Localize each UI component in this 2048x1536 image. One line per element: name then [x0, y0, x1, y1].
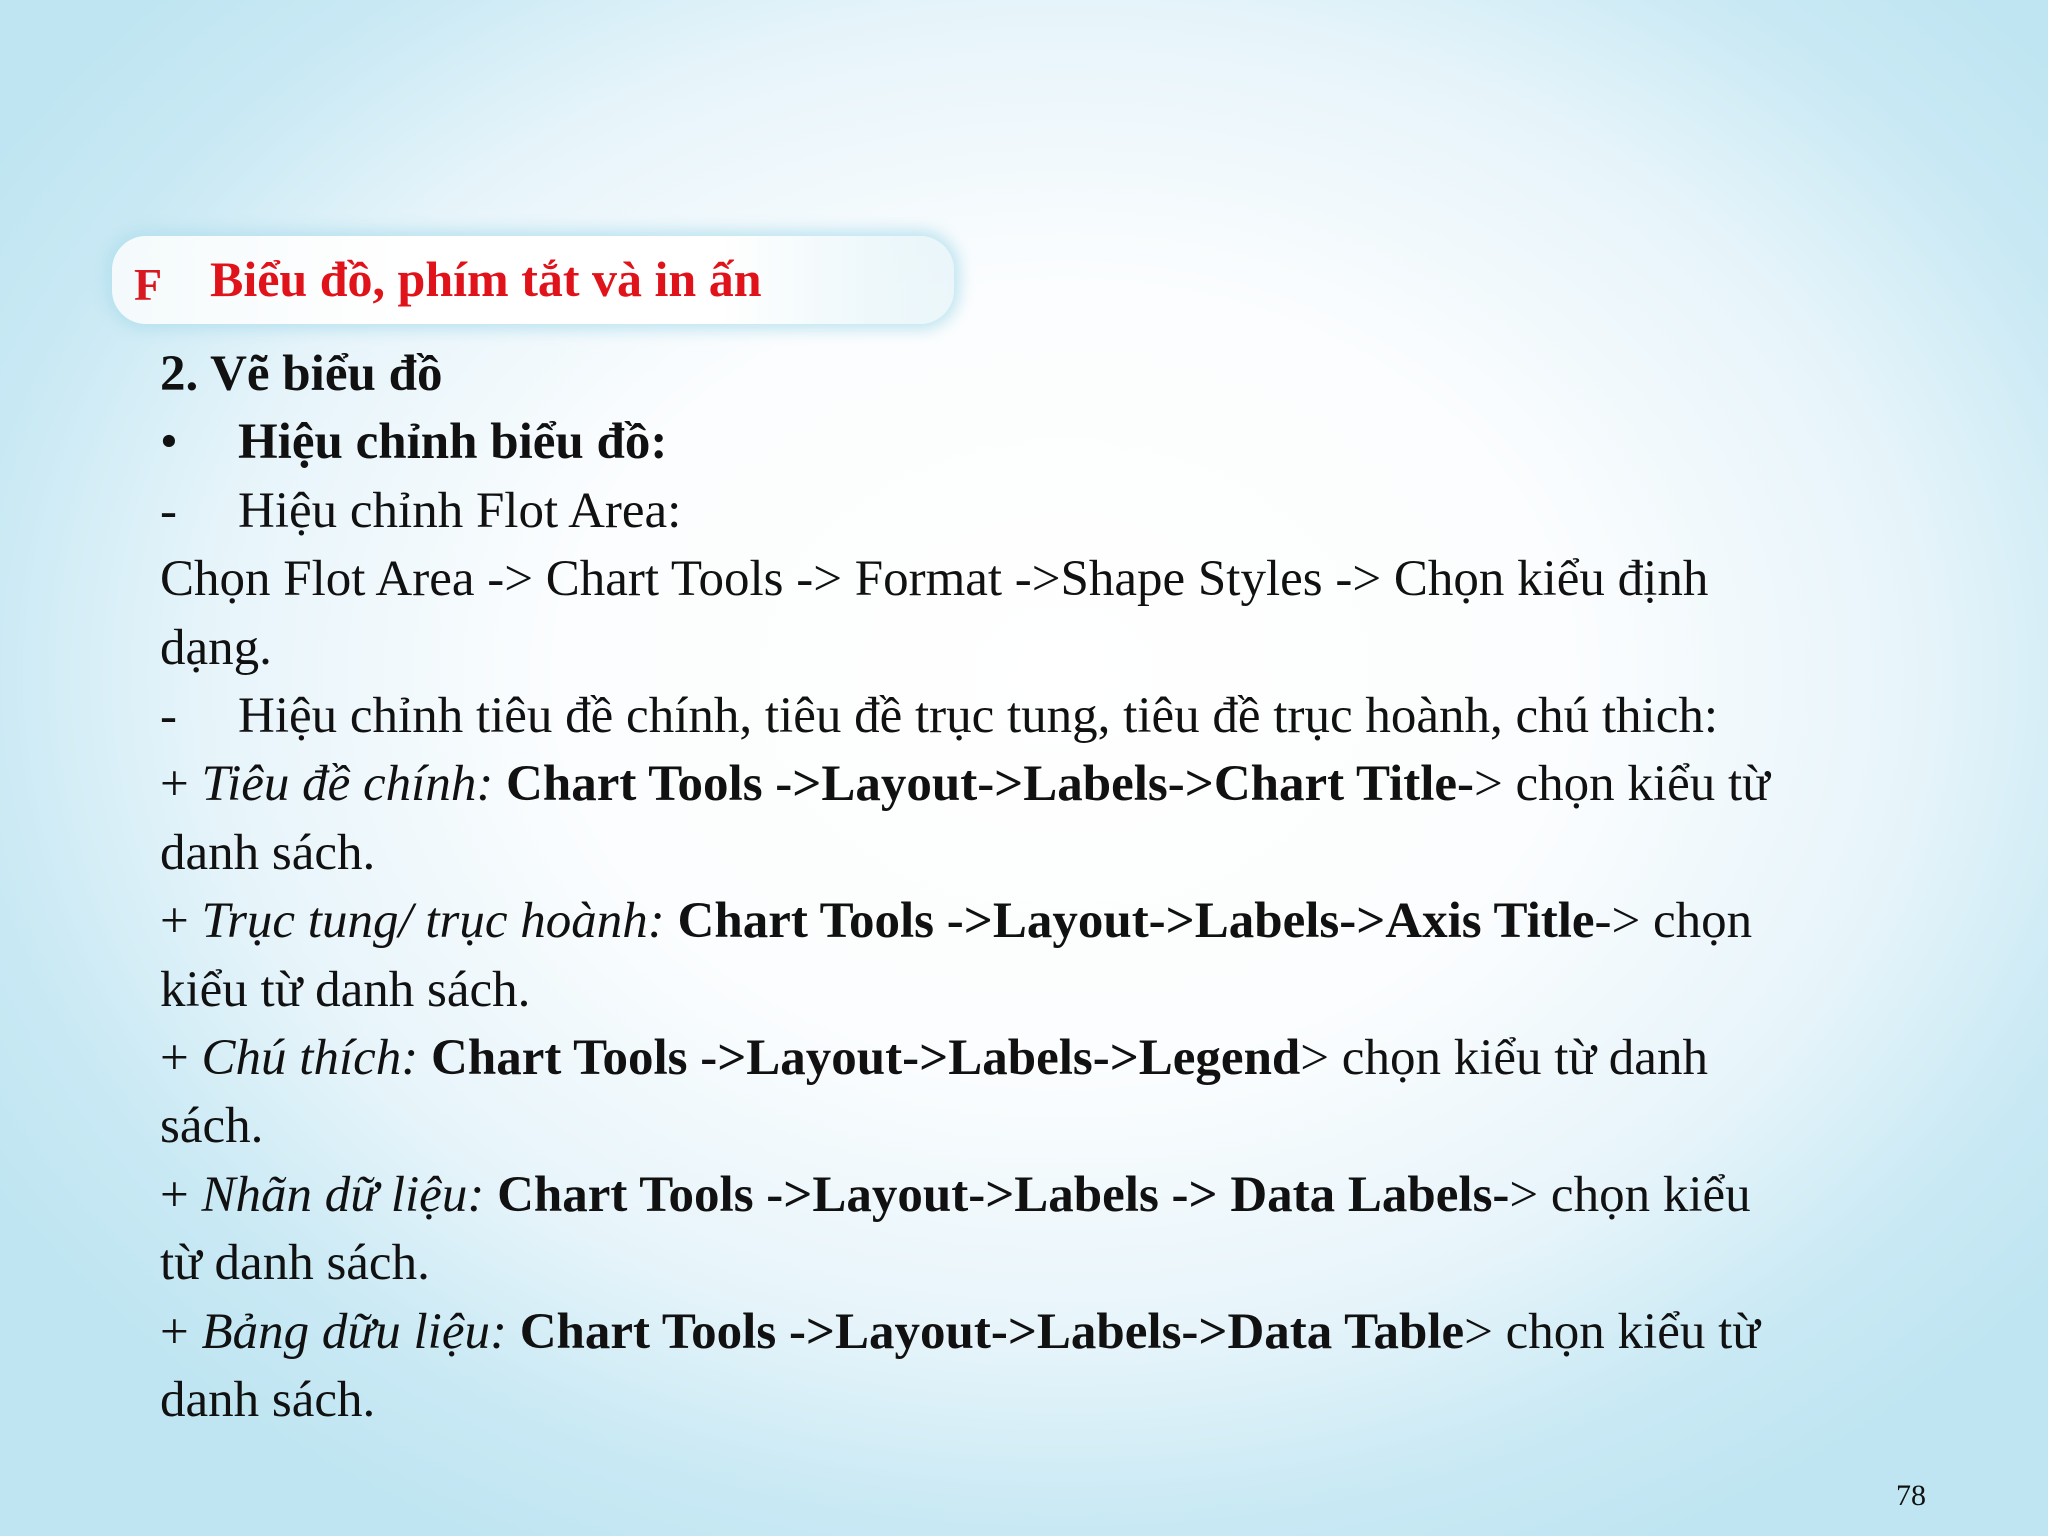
item2-label: Hiệu chỉnh tiêu đề chính, tiêu đề trục tung, tiêu đề trục hoành, chú thich:	[238, 688, 1718, 745]
item1-desc-line1: Chọn Flot Area -> Chart Tools -> Format ->Shape Styles -> Chọn kiểu định	[160, 551, 1709, 608]
row-rest: > chọn kiểu từ	[1474, 756, 1770, 813]
datatable-row-cont: danh sách.	[160, 1372, 376, 1429]
item1-label: Hiệu chỉnh Flot Area:	[238, 482, 682, 539]
datalabels-row-cont: từ danh sách.	[160, 1235, 430, 1292]
row-label: Bảng dữu liệu:	[201, 1303, 507, 1360]
row-rest: > chọn kiểu từ	[1464, 1303, 1760, 1360]
axis-row-cont: kiểu từ danh sách.	[160, 961, 531, 1018]
dash-marker: -	[160, 688, 177, 745]
item1-desc-line2: dạng.	[160, 619, 272, 676]
row-lead: +	[160, 1303, 202, 1360]
dash-marker: -	[160, 482, 177, 539]
row-path: Chart Tools ->Layout->Labels->Data Table	[506, 1303, 1465, 1360]
row-lead: +	[160, 1166, 202, 1223]
row-label: Nhãn dữ liệu:	[201, 1166, 485, 1223]
section-title: Biểu đồ, phím tắt và in ấn	[210, 251, 762, 307]
legend-row	[160, 1024, 1990, 1092]
row-label: Chú thích:	[201, 1030, 419, 1087]
row-path: Chart Tools ->Layout->Labels->Chart Title-	[493, 756, 1475, 813]
axis-row	[160, 887, 1990, 955]
datatable-row	[160, 1298, 1990, 1366]
row-label: Tiêu đề chính:	[201, 756, 494, 813]
row-lead: +	[160, 893, 202, 950]
legend-row-cont: sách.	[160, 1098, 264, 1155]
datalabels-row	[160, 1161, 1990, 1229]
row-rest: -> chọn	[1594, 893, 1753, 950]
bullet-line	[160, 408, 1990, 476]
row-lead: +	[160, 1030, 202, 1087]
slide-content	[160, 340, 1990, 1435]
bullet-symbol: •	[160, 414, 178, 471]
row-path: Chart Tools ->Layout->Labels->Axis Title	[664, 893, 1595, 950]
section-letter: F	[134, 259, 163, 310]
title-row-cont: danh sách.	[160, 824, 376, 881]
content-heading: 2. Vẽ biểu đồ	[160, 346, 443, 402]
title-row	[160, 750, 1990, 818]
row-rest: > chọn kiểu	[1509, 1166, 1751, 1223]
page-number: 78	[1896, 1479, 1926, 1512]
item2-line	[160, 682, 1990, 750]
row-path: Chart Tools ->Layout->Labels -> Data Labels-	[484, 1166, 1510, 1223]
item1-line	[160, 477, 1990, 545]
row-rest: > chọn kiểu từ danh	[1300, 1030, 1708, 1087]
bullet-text: Hiệu chỉnh biểu đồ:	[238, 414, 668, 471]
row-lead: +	[160, 756, 202, 813]
row-path: Chart Tools ->Layout->Labels->Legend	[418, 1030, 1301, 1087]
row-label: Trục tung/ trục hoành:	[201, 893, 665, 950]
